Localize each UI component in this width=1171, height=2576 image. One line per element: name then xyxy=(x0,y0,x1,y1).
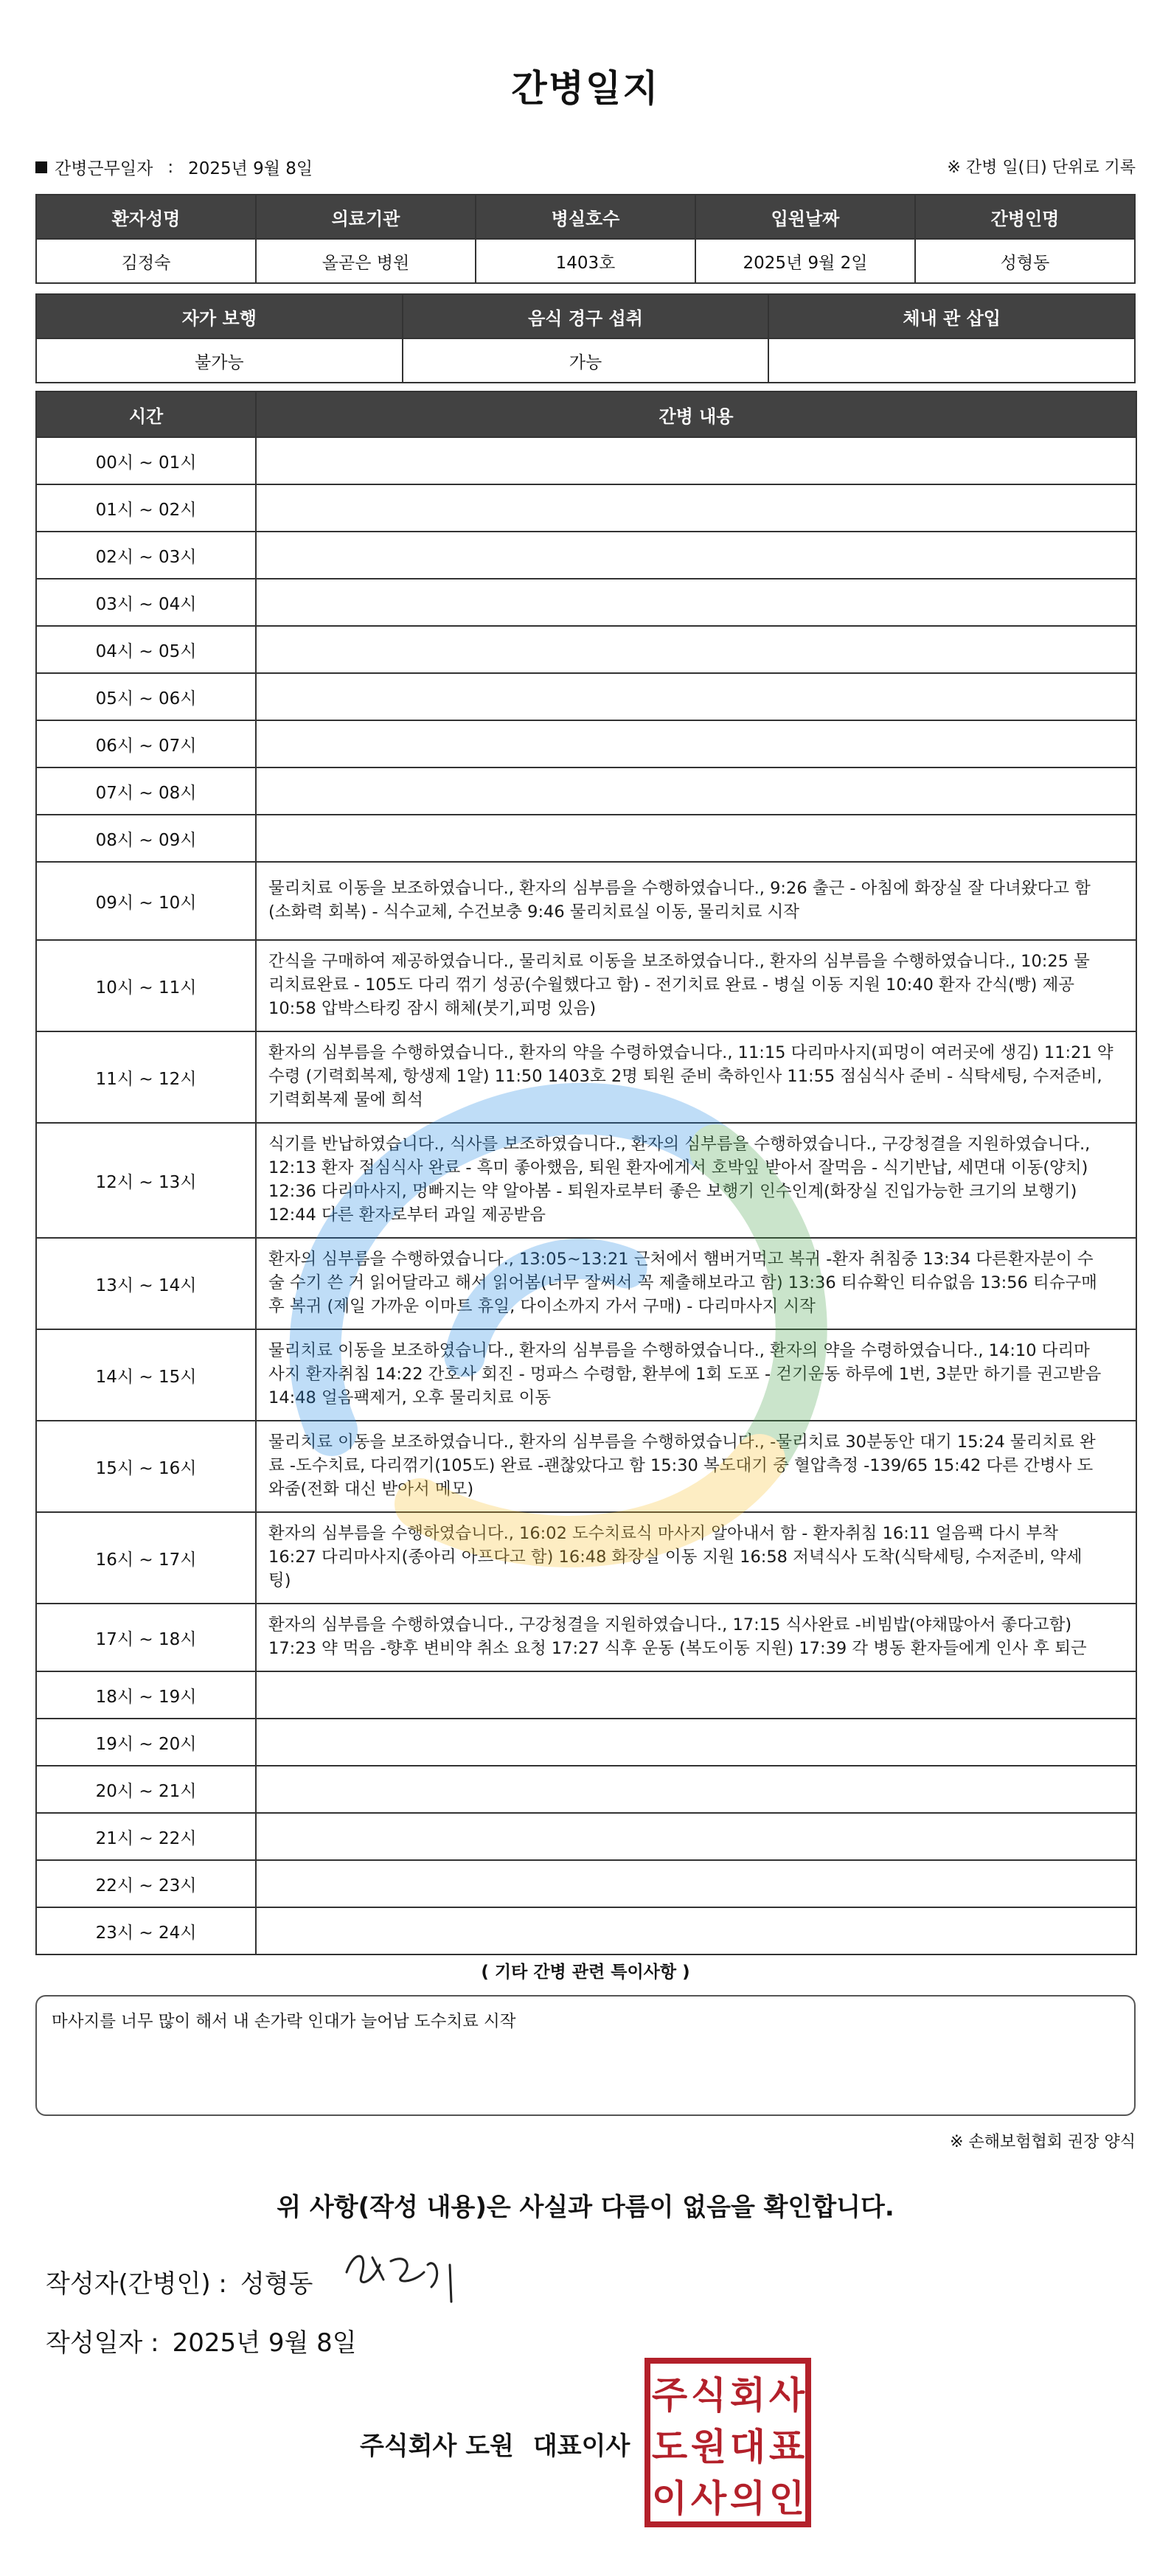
care-log-table xyxy=(35,391,1137,1955)
work-date-line xyxy=(35,155,313,179)
log-content-text: 환자의 심부름을 수행하였습니다., 환자의 약을 수령하였습니다., 11:15 다리마사지(피멍이 여러곳에 생김) 11:21 약 수령 (기력회복제, 항생제 1알) 11:50 1403호 2명 퇴원 준비 축하인사 11:55 점심식사 준비 - 식탁세팅, 수저준비, 기력회복제 물에 희석 xyxy=(268,1043,1113,1110)
log-time-cell: 09시 ~ 10시 xyxy=(36,862,256,940)
log-content-cell xyxy=(256,437,1136,484)
seal-glyph: 주 xyxy=(651,2374,688,2417)
header-patient-name: 환자성명 xyxy=(36,195,256,239)
log-row xyxy=(36,815,1136,862)
company-line xyxy=(360,2426,630,2462)
log-content-cell xyxy=(256,1512,1136,1604)
log-row xyxy=(36,626,1136,673)
log-time-cell: 12시 ~ 13시 xyxy=(36,1123,256,1238)
log-row xyxy=(36,1512,1136,1604)
log-content-cell xyxy=(256,767,1136,815)
status-value-row xyxy=(36,338,1135,383)
log-row xyxy=(36,767,1136,815)
log-content-cell xyxy=(256,862,1136,940)
other-notes-content: 마사지를 너무 많이 해서 내 손가락 인대가 늘어남 도수치료 시작 xyxy=(52,2012,516,2031)
log-row xyxy=(36,673,1136,720)
tube-insertion-value xyxy=(768,338,1135,383)
company-seal-icon xyxy=(643,2356,813,2529)
oral-intake-value: 가능 xyxy=(403,338,769,383)
log-content-cell xyxy=(256,940,1136,1031)
log-row xyxy=(36,1719,1136,1766)
log-content-text: 환자의 심부름을 수행하였습니다., 13:05~13:21 근처에서 햄버거먹고 복귀 -환자 취침중 13:34 다른환자분이 수 술 수기 쓴 거 읽어달라고 해서 읽어봄(너무 잘써서 꼭 제출해보라고 함) 13:36 티슈확인 티슈없음 13:56 티슈구매 후 복귀 (제일 가까운 이마트 휴일, 다이소까지 가서 구매) - 다리마사지 시작 xyxy=(268,1250,1097,1316)
written-date-line xyxy=(46,2322,357,2359)
log-content-cell xyxy=(256,1031,1136,1123)
log-content-cell xyxy=(256,673,1136,720)
log-time-cell: 13시 ~ 14시 xyxy=(36,1238,256,1329)
work-date-separator: : xyxy=(167,157,174,177)
patient-info-header-row xyxy=(36,195,1135,239)
log-content-cell xyxy=(256,720,1136,767)
recommendation-note: ※ 손해보험협회 권장 양식 xyxy=(950,2133,1136,2151)
seal-glyph: 사 xyxy=(690,2477,727,2520)
company-name: 주식회사 도원 xyxy=(360,2431,514,2461)
log-content-cell xyxy=(256,1329,1136,1421)
log-time-cell: 22시 ~ 23시 xyxy=(36,1860,256,1907)
seal-glyph: 이 xyxy=(651,2477,688,2520)
status-header-row xyxy=(36,294,1135,338)
writer-label: 작성자(간병인) : xyxy=(46,2269,227,2299)
admission-date-value: 2025년 9월 2일 xyxy=(695,239,915,283)
log-time-cell: 15시 ~ 16시 xyxy=(36,1421,256,1512)
log-content-cell xyxy=(256,579,1136,626)
log-content-text: 간식을 구매하여 제공하였습니다., 물리치료 이동을 보조하였습니다., 환자의 심부름을 수행하였습니다., 10:25 물 리치료완료 - 105도 다리 꺾기 성공(수월했다고 함) - 전기치료 완료 - 병실 이동 지원 10:40 환자 간식(빵) 제공 10:58 압박스타킹 잠시 해체(붓기,피멍 있음) xyxy=(268,952,1090,1018)
log-content-cell xyxy=(256,1907,1136,1954)
log-content-text: 환자의 심부름을 수행하였습니다., 16:02 도수치료식 마사지 알아내서 함 - 환자취침 16:11 얼음팩 다시 부착 16:27 다리마사지(종아리 아프다고 함) 16:48 화장실 이동 지원 16:58 저녁식사 도착(식탁세팅, 수저준비, 약세 팅) xyxy=(268,1524,1083,1590)
header-care-content: 간병 내용 xyxy=(256,391,1136,437)
log-row xyxy=(36,1031,1136,1123)
patient-info-value-row xyxy=(36,239,1135,283)
seal-glyph: 표 xyxy=(768,2426,805,2468)
log-content-cell xyxy=(256,1671,1136,1719)
seal-glyph: 원 xyxy=(690,2426,727,2468)
work-date-value: 2025년 9월 8일 xyxy=(188,159,313,178)
log-row xyxy=(36,1860,1136,1907)
log-time-cell: 17시 ~ 18시 xyxy=(36,1604,256,1671)
log-body xyxy=(36,437,1136,1954)
log-content-cell xyxy=(256,1719,1136,1766)
page-title: 간병일지 xyxy=(511,67,660,110)
log-row xyxy=(36,940,1136,1031)
log-content-text: 식기를 반납하였습니다., 식사를 보조하였습니다., 환자의 심부름을 수행하였습니다., 구강청결을 지원하였습니다., 12:13 환자 점심식사 완료 - 흑미 좋아했음, 퇴원 환자에게서 호박잎 받아서 잘먹음 - 식기반납, 세면대 이동(양치) 12:36 다리마사지, 멍빠지는 약 알아봄 - 퇴원자로부터 좋은 보행기 인수인계(화장실 진입가능한 크기의 보행기) 12:44 다른 환자로부터 과일 제공받음 xyxy=(268,1135,1091,1225)
log-content-cell xyxy=(256,626,1136,673)
work-date-label: 간병근무일자 xyxy=(55,159,153,178)
log-content-cell xyxy=(256,1860,1136,1907)
patient-info-table xyxy=(35,194,1136,284)
log-content-cell xyxy=(256,532,1136,579)
log-row xyxy=(36,1123,1136,1238)
other-notes-title: ( 기타 간병 관련 특이사항 ) xyxy=(481,1963,690,1982)
log-content-cell xyxy=(256,1123,1136,1238)
log-time-cell: 16시 ~ 17시 xyxy=(36,1512,256,1604)
header-caregiver-name: 간병인명 xyxy=(915,195,1135,239)
self-walking-value: 불가능 xyxy=(36,338,403,383)
log-row xyxy=(36,532,1136,579)
log-time-cell: 00시 ~ 01시 xyxy=(36,437,256,484)
header-tube-insertion: 체내 관 삽입 xyxy=(768,294,1135,338)
log-content-cell xyxy=(256,484,1136,532)
log-content-cell xyxy=(256,815,1136,862)
log-content-cell xyxy=(256,1604,1136,1671)
header-time: 시간 xyxy=(36,391,256,437)
header-room: 병실호수 xyxy=(476,195,695,239)
log-content-cell xyxy=(256,1421,1136,1512)
patient-status-table xyxy=(35,293,1136,383)
header-admission-date: 입원날짜 xyxy=(695,195,915,239)
log-row xyxy=(36,1238,1136,1329)
seal-glyph: 사 xyxy=(768,2374,805,2417)
log-time-cell: 04시 ~ 05시 xyxy=(36,626,256,673)
hospital-value: 올곧은 병원 xyxy=(256,239,476,283)
header-self-walking: 자가 보행 xyxy=(36,294,403,338)
header-oral-intake: 음식 경구 섭취 xyxy=(403,294,769,338)
writer-name: 성형동 xyxy=(240,2269,313,2299)
written-date-label: 작성일자 : xyxy=(46,2328,159,2358)
log-time-cell: 21시 ~ 22시 xyxy=(36,1813,256,1860)
log-content-text: 환자의 심부름을 수행하였습니다., 구강청결을 지원하였습니다., 17:15 식사완료 -비빔밥(야채많아서 좋다고함) 17:23 약 먹음 -향후 변비약 취소 요청 17:27 식후 운동 (복도이동 지원) 17:39 각 병동 환자들에게 인사 후 퇴근 xyxy=(268,1615,1087,1658)
log-time-cell: 01시 ~ 02시 xyxy=(36,484,256,532)
log-row xyxy=(36,1329,1136,1421)
other-notes-box xyxy=(35,1995,1136,2116)
patient-name-value: 김정숙 xyxy=(36,239,256,283)
log-row xyxy=(36,484,1136,532)
log-time-cell: 23시 ~ 24시 xyxy=(36,1907,256,1954)
seal-glyph: 인 xyxy=(768,2477,805,2520)
log-time-cell: 18시 ~ 19시 xyxy=(36,1671,256,1719)
writer-line xyxy=(46,2263,313,2300)
log-row xyxy=(36,437,1136,484)
log-content-text: 물리치료 이동을 보조하였습니다., 환자의 심부름을 수행하였습니다., -물리치료 30분동안 대기 15:24 물리치료 완 료 -도수치료, 다리꺾기(105도) 완료 -괜찮았다고 함 15:30 복도대기 중 혈압측정 -139/65 15:42 다른 간병사 도 와줌(전화 대신 받아서 메모) xyxy=(268,1433,1096,1499)
log-content-cell xyxy=(256,1238,1136,1329)
seal-glyph: 도 xyxy=(651,2426,688,2468)
log-content-text: 물리치료 이동을 보조하였습니다., 환자의 심부름을 수행하였습니다., 9:26 출근 - 아침에 화장실 잘 다녀왔다고 함 (소화력 회복) - 식수교체, 수건보충 9:46 물리치료실 이동, 물리치료 시작 xyxy=(268,879,1091,922)
seal-glyph: 식 xyxy=(690,2374,727,2417)
company-title: 대표이사 xyxy=(532,2431,630,2461)
room-value: 1403호 xyxy=(476,239,695,283)
log-content-text: 물리치료 이동을 보조하였습니다., 환자의 심부름을 수행하였습니다., 환자의 약을 수령하였습니다., 14:10 다리마 사지 환자취침 14:22 간호사 회진 - 멍파스 수령함, 환부에 1회 도포 - 걷기운동 하루에 1번, 3분만 하기를 권고받음 14:48 얼음팩제거, 오후 물리치료 이동 xyxy=(268,1341,1102,1407)
seal-glyph: 회 xyxy=(729,2374,766,2417)
log-time-cell: 07시 ~ 08시 xyxy=(36,767,256,815)
log-row xyxy=(36,862,1136,940)
log-time-cell: 02시 ~ 03시 xyxy=(36,532,256,579)
log-row xyxy=(36,1813,1136,1860)
log-time-cell: 19시 ~ 20시 xyxy=(36,1719,256,1766)
log-time-cell: 11시 ~ 12시 xyxy=(36,1031,256,1123)
log-header-row xyxy=(36,391,1136,437)
log-time-cell: 10시 ~ 11시 xyxy=(36,940,256,1031)
log-row xyxy=(36,720,1136,767)
log-row xyxy=(36,1421,1136,1512)
log-time-cell: 03시 ~ 04시 xyxy=(36,579,256,626)
log-row xyxy=(36,1604,1136,1671)
log-time-cell: 20시 ~ 21시 xyxy=(36,1766,256,1813)
signature-icon xyxy=(339,2243,472,2309)
log-time-cell: 08시 ~ 09시 xyxy=(36,815,256,862)
meta-row xyxy=(35,155,1136,181)
bullet-square-icon xyxy=(35,161,47,173)
log-row xyxy=(36,1671,1136,1719)
log-content-cell xyxy=(256,1766,1136,1813)
seal-glyph: 대 xyxy=(729,2426,766,2468)
log-time-cell: 05시 ~ 06시 xyxy=(36,673,256,720)
seal-glyph: 의 xyxy=(729,2477,766,2520)
confirmation-statement: 위 사항(작성 내용)은 사실과 다름이 없음을 확인합니다. xyxy=(277,2193,894,2222)
log-time-cell: 06시 ~ 07시 xyxy=(36,720,256,767)
log-content-cell xyxy=(256,1813,1136,1860)
unit-note: ※ 간병 일(日) 단위로 기록 xyxy=(947,159,1136,177)
header-hospital: 의료기관 xyxy=(256,195,476,239)
written-date-value: 2025년 9월 8일 xyxy=(172,2328,357,2358)
log-row xyxy=(36,579,1136,626)
log-row xyxy=(36,1907,1136,1954)
caregiver-name-value: 성형동 xyxy=(915,239,1135,283)
log-row xyxy=(36,1766,1136,1813)
log-time-cell: 14시 ~ 15시 xyxy=(36,1329,256,1421)
